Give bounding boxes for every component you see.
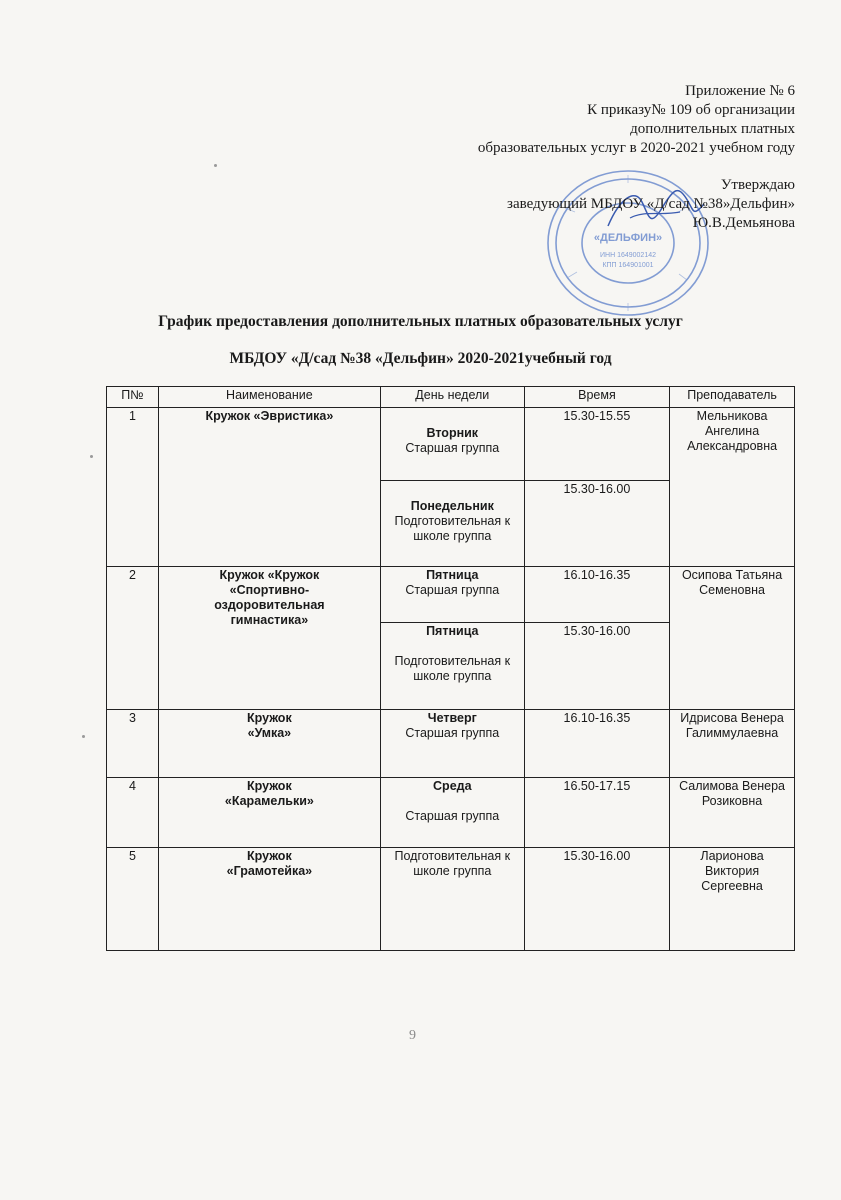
table-header-row (107, 387, 795, 408)
day-text: Вторник (426, 426, 479, 440)
page-number-mark: 9 (409, 1028, 416, 1043)
session-day (380, 623, 524, 710)
session-time: 15.30-16.00 (524, 481, 669, 567)
order-reference-end: образовательных услуг в 2020-2021 учебном году (477, 140, 795, 156)
group-text: Подготовительная к школе группа (394, 514, 511, 543)
teacher-name: Идрисова Венера Галиммулаевна (670, 710, 795, 778)
appendix-header (478, 82, 795, 158)
scan-speck (82, 735, 85, 738)
group-text: Старшая группа (405, 583, 500, 597)
teacher-name: Ларионова Виктория Сергеевна (670, 848, 795, 951)
session-day (380, 778, 524, 848)
day-text: Четверг (427, 711, 477, 725)
activity-name-text: Кружок «Кружок «Спортивно-оздоровительная гимнастика» (214, 568, 325, 627)
header-day: День недели (380, 387, 524, 408)
day-text: Понедельник (410, 499, 494, 513)
stamp-center-text: «ДЕЛЬФИН» (593, 232, 663, 244)
header-teacher: Преподаватель (670, 387, 795, 408)
stamp-inn: ИНН 1649002142 (599, 252, 657, 259)
teacher-name: Мельникова Ангелина Александровна (670, 408, 795, 567)
approval-position: заведующий МБДОУ «Д/сад №38»Дельфин» (507, 196, 795, 212)
table-row (107, 710, 795, 778)
scan-speck (214, 164, 217, 167)
teacher-name: Осипова Татьяна Семеновна (670, 567, 795, 710)
session-day (380, 848, 524, 951)
order-reference: К приказу№ 109 об организации (587, 102, 795, 118)
table-row (107, 408, 795, 481)
session-time: 15.30-15.55 (524, 408, 669, 481)
row-number: 2 (107, 567, 159, 710)
stamp-kpp: КПП 164901001 (602, 262, 654, 269)
day-text: Пятница (426, 624, 479, 638)
table-row (107, 778, 795, 848)
table-row (107, 567, 795, 623)
row-number: 5 (107, 848, 159, 951)
session-time: 16.10-16.35 (524, 710, 669, 778)
day-text: Пятница (426, 568, 479, 582)
session-day (380, 408, 524, 481)
schedule-table (106, 386, 795, 951)
activity-name-text: Кружок «Эвристика» (205, 409, 334, 423)
order-reference-cont: дополнительных платных (630, 121, 795, 137)
row-number: 1 (107, 408, 159, 567)
activity-name (158, 567, 380, 710)
table-row (107, 848, 795, 951)
activity-name (158, 778, 380, 848)
document-title: График предоставления дополнительных платных образовательных услуг (158, 313, 683, 330)
session-day (380, 710, 524, 778)
approval-block (507, 176, 795, 233)
document-subtitle: МБДОУ «Д/сад №38 «Дельфин» 2020-2021учебный год (229, 350, 612, 367)
group-text: Подготовительная к школе группа (394, 654, 511, 683)
row-number: 4 (107, 778, 159, 848)
teacher-name: Салимова Венера Розиковна (670, 778, 795, 848)
session-time: 16.50-17.15 (524, 778, 669, 848)
activity-name (158, 408, 380, 567)
approval-signatory: Ю.В.Демьянова (692, 215, 795, 231)
activity-name-text: Кружок «Умка» (247, 711, 292, 740)
scan-speck (90, 455, 93, 458)
day-text: Среда (433, 779, 472, 793)
group-text: Старшая группа (405, 726, 500, 740)
activity-name-text: Кружок «Карамельки» (224, 779, 314, 808)
header-number: П№ (107, 387, 159, 408)
group-text: Старшая группа (405, 809, 500, 823)
header-time: Время (524, 387, 669, 408)
activity-name (158, 710, 380, 778)
group-text: Старшая группа (405, 441, 500, 455)
activity-name-text: Кружок «Грамотейка» (226, 849, 313, 878)
approval-title: Утверждаю (720, 177, 795, 193)
header-name: Наименование (158, 387, 380, 408)
row-number: 3 (107, 710, 159, 778)
session-time: 16.10-16.35 (524, 567, 669, 623)
appendix-number: Приложение № 6 (685, 83, 795, 99)
session-day (380, 567, 524, 623)
session-time: 15.30-16.00 (524, 848, 669, 951)
session-day (380, 481, 524, 567)
session-time: 15.30-16.00 (524, 623, 669, 710)
group-text: Подготовительная к школе группа (394, 849, 511, 878)
activity-name (158, 848, 380, 951)
